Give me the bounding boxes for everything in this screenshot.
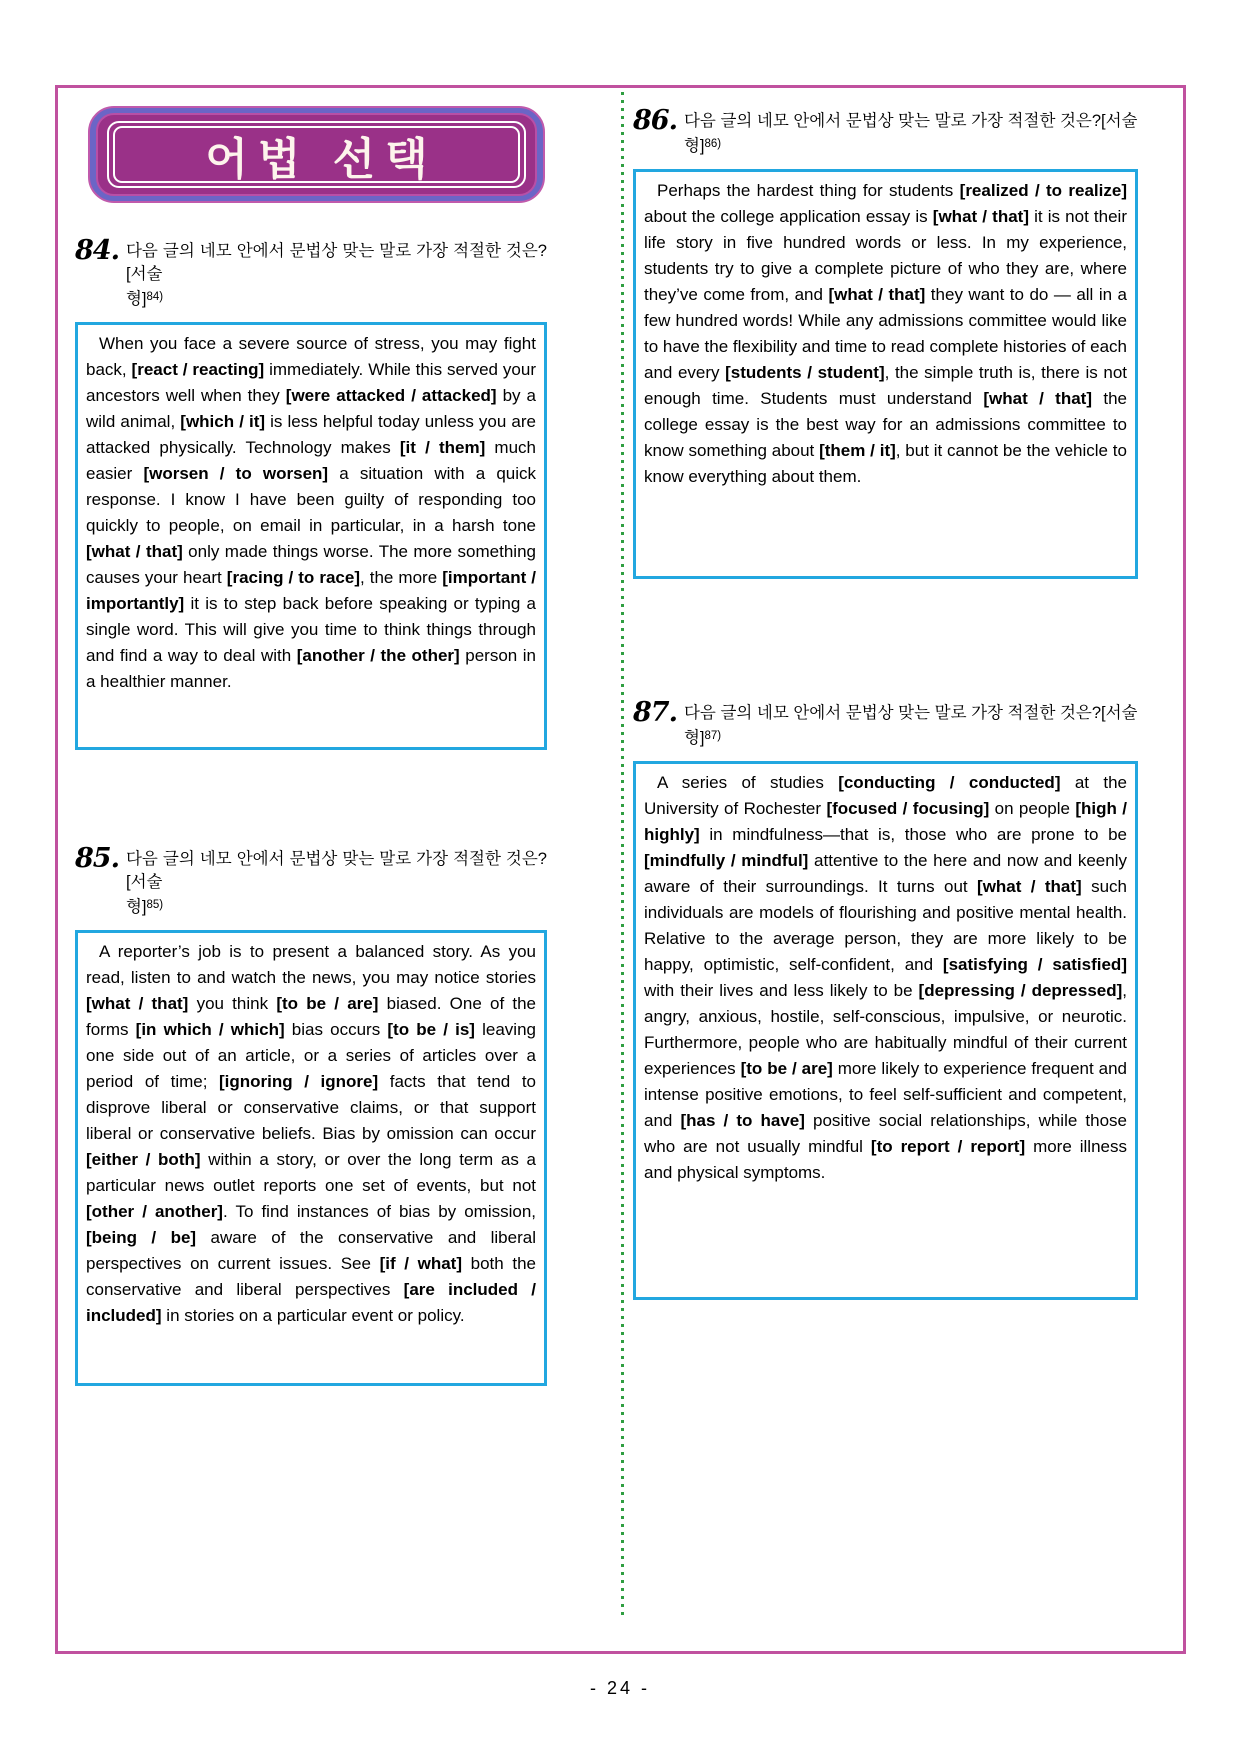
passage-box-86: Perhaps the hardest thing for students [realized / to realize] about the college application essay is [what / that] it is not their life story in five hundred words or less. In my experience, students try to give a complete picture of who they are, where they’ve come from, and [what / that] they want to do — all in a few hundred words! While any admissions committee would like to have the flexibility and time to read complete histories of each and every [students / student], the simple truth is, there is not enough time. Students must understand [what / that] the college essay is the best way for an admissions committee to know something about [them / it], but it cannot be the vehicle to know everything about them. — [633, 169, 1138, 579]
question-prompt — [126, 238, 547, 311]
question-prompt — [126, 846, 547, 919]
question-84 — [75, 235, 547, 750]
footnote-ref: 87) — [704, 730, 722, 742]
prompt-line-2: 형] — [683, 729, 705, 747]
question-number: 87. — [633, 697, 677, 728]
banner-ring-white-1 — [107, 121, 526, 188]
question-87 — [633, 697, 1138, 1300]
question-85-header — [75, 843, 547, 919]
prompt-line-2: 형] — [683, 137, 705, 155]
passage-box-84: When you face a severe source of stress, you may fight back, [react / reacting] immediately. While this served your ancestors well when they [were attacked / attacked] by a wild animal, [which / it] is less helpful today unless you are attacked physically. Technology makes [it / them] much easier [worsen / to worsen] a situation with a quick response. I know I have been guilty of responding too quickly to people, on email in particular, in a harsh tone [what / that] only made things worse. The more something causes your heart [racing / to race], the more [important / importantly] it is to step back before speaking or typing a single word. This will give you time to think things through and find a way to deal with [another / the other] person in a healthier manner. — [75, 322, 547, 750]
question-86 — [633, 105, 1138, 579]
question-number: 86. — [633, 105, 677, 136]
banner-title: 어법 선택 — [205, 134, 438, 184]
title-banner — [88, 106, 545, 203]
footnote-ref: 85) — [146, 899, 164, 911]
banner-ring-white-2 — [113, 126, 520, 183]
question-84-header — [75, 235, 547, 311]
question-prompt — [684, 700, 1138, 750]
question-prompt — [684, 108, 1138, 158]
prompt-line-1: 다음 글의 네모 안에서 문법상 맞는 말로 가장 적절한 것은?[서술 — [683, 112, 1138, 130]
column-divider — [621, 92, 624, 1620]
prompt-line-1: 다음 글의 네모 안에서 문법상 맞는 말로 가장 적절한 것은?[서술 — [683, 704, 1138, 722]
passage-box-87: A series of studies [conducting / conducted] at the University of Rochester [focused / focusing] on people [high / highly] in mindfulness—that is, those who are prone to be [mindfully / mindful] attentive to the here and now and keenly aware of their surroundings. It turns out [what / that] such individuals are models of flourishing and positive mental health. Relative to the average person, they are more likely to be happy, optimistic, self-confident, and [satisfying / satisfied] with their lives and less likely to be [depressing / depressed], angry, anxious, hostile, self-conscious, impulsive, or neurotic. Furthermore, people who are habitually mindful of their current experiences [to be / are] more likely to experience frequent and intense positive emotions, to feel self-sufficient and competent, and [has / to have] positive social relationships, while those who are not usually mindful [to report / report] more illness and physical symptoms. — [633, 761, 1138, 1300]
page-number: - 24 - — [589, 1678, 650, 1698]
question-85 — [75, 843, 547, 1386]
footnote-ref: 86) — [704, 138, 722, 150]
prompt-line-2: 형] — [125, 290, 147, 308]
footnote-ref: 84) — [146, 291, 164, 303]
question-86-header — [633, 105, 1138, 158]
prompt-line-1: 다음 글의 네모 안에서 문법상 맞는 말로 가장 적절한 것은?[서술 — [125, 850, 547, 891]
prompt-line-1: 다음 글의 네모 안에서 문법상 맞는 말로 가장 적절한 것은?[서술 — [125, 242, 547, 283]
prompt-line-2: 형] — [125, 898, 147, 916]
question-number: 85. — [75, 843, 119, 874]
banner-ring-outer — [96, 113, 537, 196]
question-87-header — [633, 697, 1138, 750]
passage-box-85: A reporter’s job is to present a balanced story. As you read, listen to and watch the news, you may notice stories [what / that] you think [to be / are] biased. One of the forms [in which / which] bias occurs [to be / is] leaving one side out of an article, or a series of articles over a period of time; [ignoring / ignore] facts that tend to disprove liberal or conservative claims, or that support liberal or conservative beliefs. Bias by omission can occur [either / both] within a story, or over the long term as a particular news outlet reports one set of events, but not [other / another]. To find instances of bias by omission, [being / be] aware of the conservative and liberal perspectives on current issues. See [if / what] both the conservative and liberal perspectives [are included / included] in stories on a particular event or policy. — [75, 930, 547, 1386]
question-number: 84. — [75, 235, 119, 266]
